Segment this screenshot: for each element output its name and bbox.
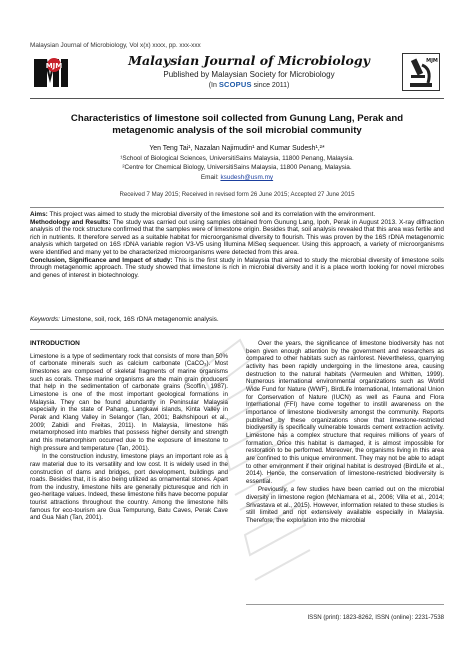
methods-label: Methodology and Results: xyxy=(30,218,111,226)
index-line xyxy=(114,80,384,89)
body-column-left xyxy=(30,340,228,523)
keywords-text: Limestone, soil, rock, 16S rDNA metagenomic analysis. xyxy=(61,316,219,323)
index-prefix: (In xyxy=(208,82,217,89)
abstract xyxy=(30,211,444,279)
aims-label: Aims: xyxy=(30,211,48,218)
author-list: Yen Teng Tai¹, Nazalan Najimudin¹ and Kumar Sudesh¹,²* xyxy=(149,145,325,152)
author-email-link[interactable]: ksudesh@usm.my xyxy=(220,174,274,181)
intro-paragraph-1: Limestone is a type of sedimentary rock that consists of more than 50% of carbonate minerals such as calcium carbonate (CaCO₃). Most limestones are composed of skeletal fragments of marine organisms such as corals. These marine organisms are the main grain producers that help in the sedimentation of carbonate grains (Scoffin, 1987). Limestone is one of the most important geological formations in Malaysia. They can be found abundantly in Peninsular Malaysia especially in the state of Pahang, Langkawi islands, Kinta Valley in Perak and Klang Valley in Selangor (Tan, 2001; Bakhshipouri et al., 2009; Zabidi and Freitas, 2011). In Malaysia, limestone has metamorphosed into marbles that possess higher density and strength and this metamorphism occurred due to the exposure of limestone to high pressure and temperature (Tan, 2001). xyxy=(30,352,228,452)
conclusion-label: Conclusion, Significance and Impact of study: xyxy=(30,256,173,264)
journal-masthead xyxy=(30,51,440,95)
abstract-conclusion xyxy=(30,257,444,280)
microscope-logo-icon xyxy=(402,53,440,91)
abstract-methods xyxy=(30,219,444,257)
article-dates: Received 7 May 2015; Received in revised form 26 June 2015; Accepted 27 June 2015 xyxy=(119,191,355,198)
index-suffix: since 2011) xyxy=(253,82,290,89)
footer-divider xyxy=(246,604,444,605)
affiliation-1: ¹School of Biological Sciences, UniversitiSains Malaysia, 11800 Penang, Malaysia. xyxy=(120,155,354,162)
header-divider xyxy=(30,98,444,99)
article-title xyxy=(50,113,424,137)
methods-text: The study was carried out using samples obtained from Gunung Lang, Ipoh, Perak in August 2013. X-ray diffraction analysis of the rock structure confirmed that the samples were of limestone origin. Besides that, soil analysis revealed that this area was fertile and rich in nutrients. It therefore served as a suitable habitat for microorganismal diversity to flourish. This was proven by the 16S rDNA metagenomic analysis which targeted on 16S rDNA variable region V3-V5 using Illumina MiSeq sequencer. Using this approach, a variety of microorganisms were identified and many yet to be characterized microorganisms were detected from this area. xyxy=(30,218,444,256)
running-head: Malaysian Journal of Microbiology, Vol x(x) xxxx, pp. xxx-xxx xyxy=(30,42,201,49)
title-line-2: metagenomic analysis of the soil microbial community xyxy=(112,125,362,136)
keywords-label: Keywords: xyxy=(30,316,60,323)
issn-footer: ISSN (print): 1823-8262, ISSN (online): 2231-7538 xyxy=(307,614,444,621)
intro-paragraph-2: In the construction industry, limestone plays an important role as a raw material due to its versatility and low cost. It is widely used in the construction of dams and bridges, port development, buildings and roads. Besides that, it is also being utilized as ornamental stones. Apart from the industry, limestone hills are generally picturesque and rich in geo-heritage values. Indeed, these limestone hills have become popular tourist attractions throughout the country. Among the limestone hills famous for eco-tourism are Gua Tempurung, Batu Caves, Perak Cave and Gua Niah (Tan, 2001). xyxy=(30,453,228,522)
body-paragraph-3: Over the years, the significance of limestone biodiversity has not been given enough attention by the government and researchers as compared to other habitats such as rainforest. Nevertheless, quarrying activity has been rapidly undergoing in the limestone area, causing destruction to the natural habitats (Vermeulen and Whitten, 1999). Numerous international environmental organizations such as World Wide Fund for Nature (WWF), BirdLife International, International Union for Conservation of Nature (IUCN) as well as Fauna and Flora International (FFI) have come together to instill awareness on the importance of limestone biodiversity amongst the community. Reports published by these organizations show that limestone-restricted biodiversity is specifically vulnerable towards cement extraction activity. Limestone has a complex structure that requires millions of years of formation. Once this habitat is damaged, it is almost impossible for restoration to be performed. Moreover, the organisms living in this area are confined to this unique environment. They may not be able to adapt to other environment if their original habitat is destroyed (BirdLife et al., 2014). Hence, the conservation of limestone-restricted biodiversity is essential. xyxy=(246,340,444,485)
body-paragraph-4: Previously, a few studies have been carried out on the microbial diversity in limestone region (McNamara et al., 2006; Villa et al., 2014; Srivastava et al., 2015). However, information related to these studies is still limited and not extensively available especially in Malaysia. Therefore, the exploration into the microbial xyxy=(246,486,444,525)
body-column-right xyxy=(246,340,444,526)
affiliation-2: ²Centre for Chemical Biology, UniversitiSains Malaysia, 11800 Penang, Malaysia. xyxy=(122,164,352,171)
abstract-aims xyxy=(30,211,444,219)
scopus-label: SCOPUS xyxy=(218,80,252,89)
logo-left-letters: MJM xyxy=(45,62,63,70)
conclusion-text: This is the first study in Malaysia that aimed to study the microbial diversity of limestone soils through metagenomic approach. The study showed that limestone is rich in microbial diversity and it is a place worth looking for novel microbes and genes of interest in biotechnology. xyxy=(30,256,445,279)
publisher-line: Published by Malaysian Society for Microbiology xyxy=(163,70,335,79)
mjm-logo-icon xyxy=(32,53,76,91)
keywords-line xyxy=(30,316,444,323)
email-label: Email: xyxy=(200,174,219,181)
logo-right-text: MJM xyxy=(426,58,438,64)
introduction-heading: INTRODUCTION xyxy=(30,340,80,347)
journal-title: Malaysian Journal of Microbiology xyxy=(128,53,370,68)
aims-text: This project was aimed to study the microbial diversity of the limestone soil and its correlation with the environment. xyxy=(49,211,376,218)
email-line xyxy=(50,174,424,181)
title-line-1: Characteristics of limestone soil collected from Gunung Lang, Perak and xyxy=(70,113,404,124)
